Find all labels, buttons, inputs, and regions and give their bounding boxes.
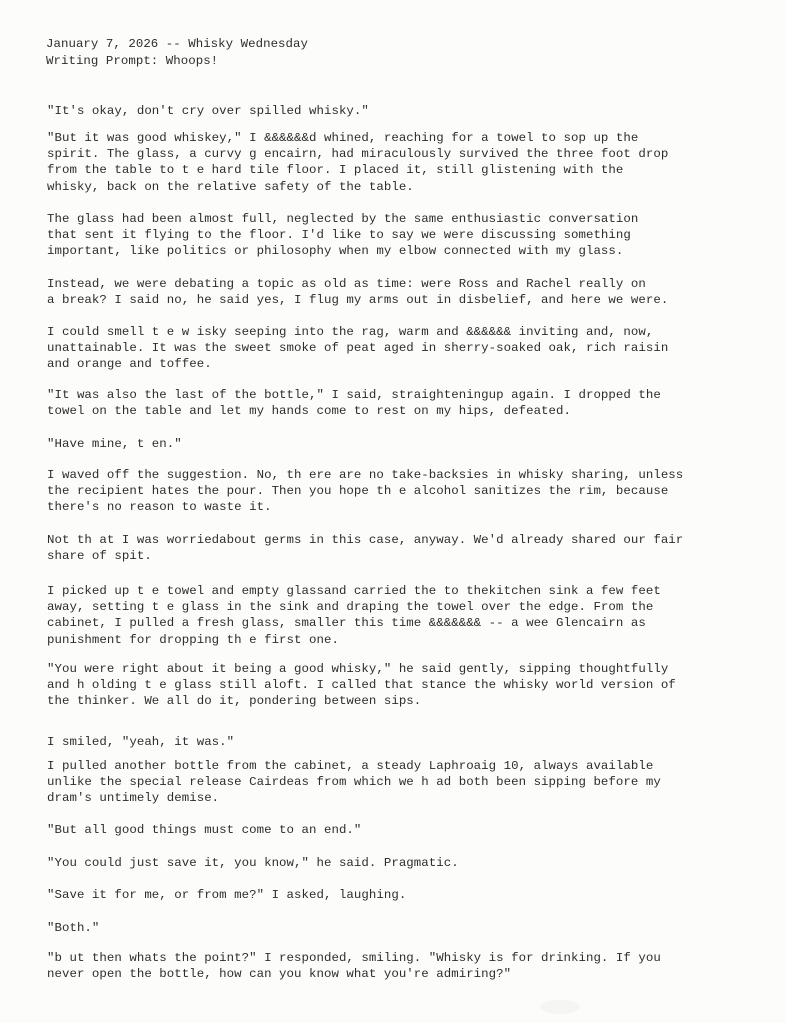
- text-line: Not th at I was worriedabout germs in this case, anyway. We'd already shared our fair: [47, 533, 684, 547]
- text-line: never open the bottle, how can you know what you're admiring?": [47, 967, 512, 982]
- paragraph: [47, 276, 668, 308]
- text-line: cabinet, I pulled a fresh glass, smaller this time &&&&&&& -- a wee Glencairn as: [47, 616, 646, 631]
- text-line: share of spit.: [47, 549, 152, 564]
- text-line: the recipient hates the pour. Then you hope th e alcohol sanitizes the rim, because: [47, 484, 669, 499]
- text-line: punishment for dropping th e first one.: [47, 632, 339, 647]
- paragraph: [47, 822, 361, 838]
- paragraph: [47, 387, 661, 419]
- text-line: from the table to t e hard tile floor. I placed it, still glistening with the: [47, 163, 624, 178]
- prompt-line: Writing Prompt: Whoops!: [46, 53, 219, 68]
- text-line: unlike the special release Cairdeas from which we h ad both been sipping before my: [47, 775, 661, 790]
- paragraph: [47, 734, 234, 750]
- paragraph: [47, 758, 661, 807]
- paragraph: [47, 887, 406, 903]
- paragraph: [47, 855, 459, 871]
- text-line: and orange and toffee.: [47, 357, 212, 372]
- text-line: The glass had been almost full, neglected by the same enthusiastic conversation: [47, 212, 639, 226]
- text-line: and h olding t e glass still aloft. I called that stance the whisky world version of: [47, 678, 676, 693]
- text-line: away, setting t e glass in the sink and draping the towel over the edge. From the: [47, 600, 654, 615]
- text-line: Instead, we were debating a topic as old as time: were Ross and Rachel really on: [47, 277, 646, 291]
- date-line: January 7, 2026 -- Whisky Wednesday: [46, 37, 308, 51]
- paragraph: [47, 436, 182, 452]
- text-line: I picked up t e towel and empty glassand carried the to thekitchen sink a few feet: [47, 584, 661, 598]
- text-line: the thinker. We all do it, pondering between sips.: [47, 694, 422, 709]
- text-line: "It was also the last of the bottle," I said, straighteningup again. I dropped the: [47, 388, 661, 402]
- text-line: "But it was good whiskey," I &&&&&&d whined, reaching for a towel to sop up the: [47, 131, 639, 145]
- text-line: "Both.": [47, 921, 100, 935]
- text-line: unattainable. It was the sweet smoke of peat aged in sherry-soaked oak, rich raisin: [47, 341, 669, 356]
- text-line: "But all good things must come to an end.": [47, 823, 362, 837]
- text-line: spirit. The glass, a curvy g encairn, had miraculously survived the three foot drop: [47, 147, 669, 162]
- text-line: I pulled another bottle from the cabinet, a steady Laphroaig 10, always available: [47, 759, 654, 773]
- paper-smudge: [540, 1000, 580, 1014]
- text-line: there's no reason to waste it.: [47, 500, 272, 515]
- paragraph: [47, 950, 661, 982]
- text-line: I smiled, "yeah, it was.": [47, 735, 235, 749]
- paragraph: [47, 467, 683, 516]
- paragraph: [47, 661, 676, 710]
- text-line: dram's untimely demise.: [47, 791, 220, 806]
- text-line: I could smell t e w isky seeping into the rag, warm and &&&&&& inviting and, now,: [47, 325, 654, 339]
- text-line: "Save it for me, or from me?" I asked, laughing.: [47, 888, 407, 902]
- paragraph: [47, 103, 369, 119]
- text-line: I waved off the suggestion. No, th ere are no take-backsies in whisky sharing, unless: [47, 468, 684, 482]
- text-line: a break? I said no, he said yes, I flug my arms out in disbelief, and here we were.: [47, 293, 669, 308]
- text-line: important, like politics or philosophy when my elbow connected with my glass.: [47, 244, 624, 259]
- paragraph: [47, 130, 668, 195]
- paragraph: [47, 324, 668, 373]
- paragraph: [47, 532, 683, 564]
- page-header: [46, 36, 308, 69]
- paragraph: [47, 211, 638, 260]
- text-line: "You could just save it, you know," he said. Pragmatic.: [47, 856, 459, 870]
- text-line: that sent it flying to the floor. I'd like to say we were discussing something: [47, 228, 631, 243]
- text-line: whisky, back on the relative safety of the table.: [47, 179, 414, 194]
- paragraph: [47, 920, 99, 936]
- text-line: "Have mine, t en.": [47, 437, 182, 451]
- text-line: "It's okay, don't cry over spilled whisky.": [47, 104, 369, 118]
- paragraph: [47, 583, 661, 648]
- text-line: towel on the table and let my hands come to rest on my hips, defeated.: [47, 404, 571, 419]
- text-line: "b ut then whats the point?" I responded, smiling. "Whisky is for drinking. If you: [47, 951, 661, 965]
- text-line: "You were right about it being a good whisky," he said gently, sipping thoughtfully: [47, 662, 669, 676]
